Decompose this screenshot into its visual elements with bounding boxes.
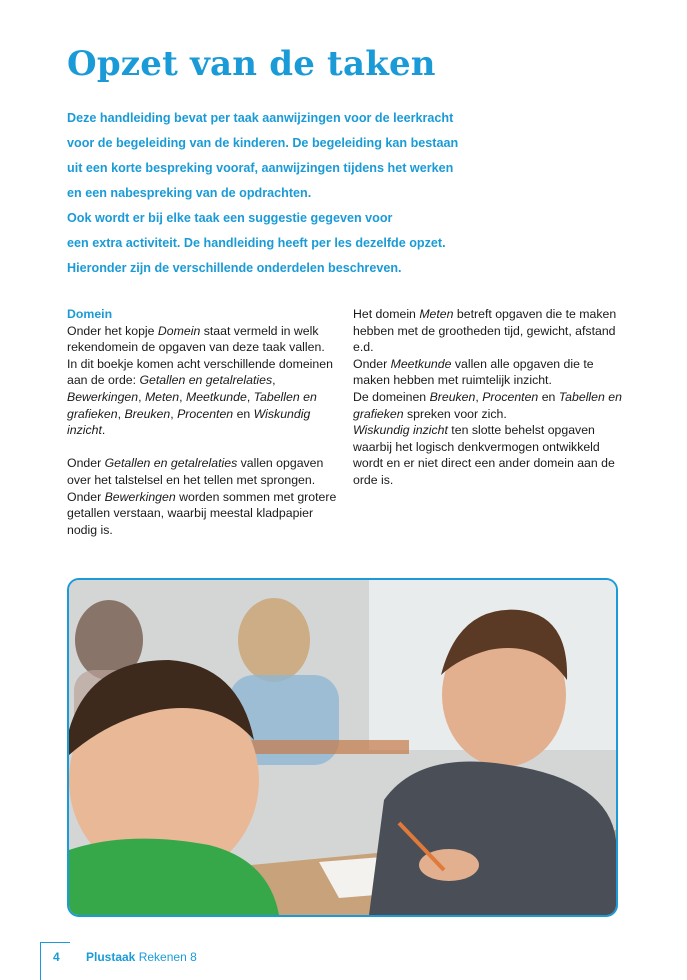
italic-term: Tabellen en grafieken <box>353 389 622 421</box>
text-run: vallen opgaven over het talstelsel en het tellen met sprongen. <box>67 456 324 487</box>
intro-line: Hieronder zijn de verschillende onderdelen beschreven. <box>67 261 402 275</box>
text-run: , <box>138 389 145 404</box>
classroom-photo-illustration <box>69 580 616 915</box>
text-run: , <box>170 406 178 421</box>
left-column <box>67 306 337 538</box>
text-run: Onder <box>67 489 105 504</box>
italic-term: Procenten <box>482 389 539 404</box>
intro-line: een extra activiteit. De handleiding heeft per les dezelfde opzet. <box>67 236 446 250</box>
italic-term: Breuken <box>124 406 171 421</box>
footer-publication-title <box>86 950 197 964</box>
paragraph <box>353 306 625 356</box>
italic-term: Meten <box>419 307 454 321</box>
text-run: spreken voor zich. <box>403 406 507 421</box>
text-run: staat vermeld in welk rekendomein de opgaven van deze taak vallen. In dit boekje komen acht verschillende domeinen aan de orde: <box>67 323 333 388</box>
text-run: ten slotte behelst opgaven waarbij het logisch denkvermogen ontwikkeld wordt en er niet direct een ander domein aan de orde is. <box>353 423 615 487</box>
footer-subject: Rekenen 8 <box>138 950 197 964</box>
text-run: . <box>101 423 106 438</box>
text-run: Onder <box>67 456 105 471</box>
text-run: , <box>179 389 186 404</box>
italic-term: Tabellen en grafieken <box>67 389 317 421</box>
italic-term: Wiskundig inzicht <box>67 406 311 438</box>
text-run: , <box>475 389 483 404</box>
paragraph <box>67 489 337 539</box>
paragraph <box>353 356 625 389</box>
text-run: , <box>272 373 276 388</box>
intro-line: uit een korte bespreking vooraf, aanwijzingen tijdens het werken <box>67 161 454 175</box>
text-run: vallen alle opgaven die te maken hebben met ruimtelijk inzicht. <box>353 356 594 388</box>
italic-term: Getallen en getalrelaties <box>139 373 273 388</box>
italic-term: Meetkunde <box>390 356 452 371</box>
paragraph <box>353 422 625 488</box>
italic-term: Domein <box>157 323 201 338</box>
text-run: betreft opgaven die te maken hebben met de grootheden tijd, gewicht, afstand e.d. <box>353 307 617 355</box>
italic-term: Bewerkingen <box>67 389 139 404</box>
italic-term: Meten <box>144 389 180 404</box>
italic-term: Meetkunde <box>185 389 247 404</box>
italic-term: Breuken <box>429 389 476 404</box>
classroom-photo <box>67 578 618 917</box>
text-run: Het domein <box>353 307 420 321</box>
italic-term: Wiskundig inzicht <box>353 423 448 438</box>
intro-line: en een nabespreking van de opdrachten. <box>67 186 312 200</box>
italic-term: Procenten <box>177 406 234 421</box>
page-title: Opzet van de taken <box>67 44 436 84</box>
footer-divider <box>40 942 70 943</box>
paragraph <box>67 323 337 439</box>
right-column <box>353 306 625 489</box>
paragraph <box>67 455 337 488</box>
page-number: 4 <box>53 950 60 964</box>
intro-line: voor de begeleiding van de kinderen. De begeleiding kan bestaan <box>67 136 459 150</box>
footer-series: Plustaak <box>86 950 136 964</box>
italic-term: Bewerkingen <box>104 489 176 504</box>
italic-term: Getallen en getalrelaties <box>104 456 238 471</box>
text-run: , <box>117 406 125 421</box>
intro-line: Ook wordt er bij elke taak een suggestie gegeven voor <box>67 211 393 225</box>
text-run: Onder <box>353 356 391 371</box>
section-heading-domein: Domein <box>67 307 113 321</box>
footer-divider-vertical <box>40 942 41 980</box>
intro-text <box>67 106 627 281</box>
text-run: De domeinen <box>353 389 430 404</box>
text-run: , <box>246 389 254 404</box>
paragraph-gap <box>67 439 337 456</box>
intro-line: Deze handleiding bevat per taak aanwijzingen voor de leerkracht <box>67 111 454 125</box>
paragraph <box>353 389 625 422</box>
text-run: en <box>538 389 559 404</box>
text-run: worden sommen met grotere getallen verstaan, waarbij meestal kladpapier nodig is. <box>67 489 337 537</box>
text-run: Onder het kopje <box>67 323 158 338</box>
text-run: en <box>233 406 254 421</box>
